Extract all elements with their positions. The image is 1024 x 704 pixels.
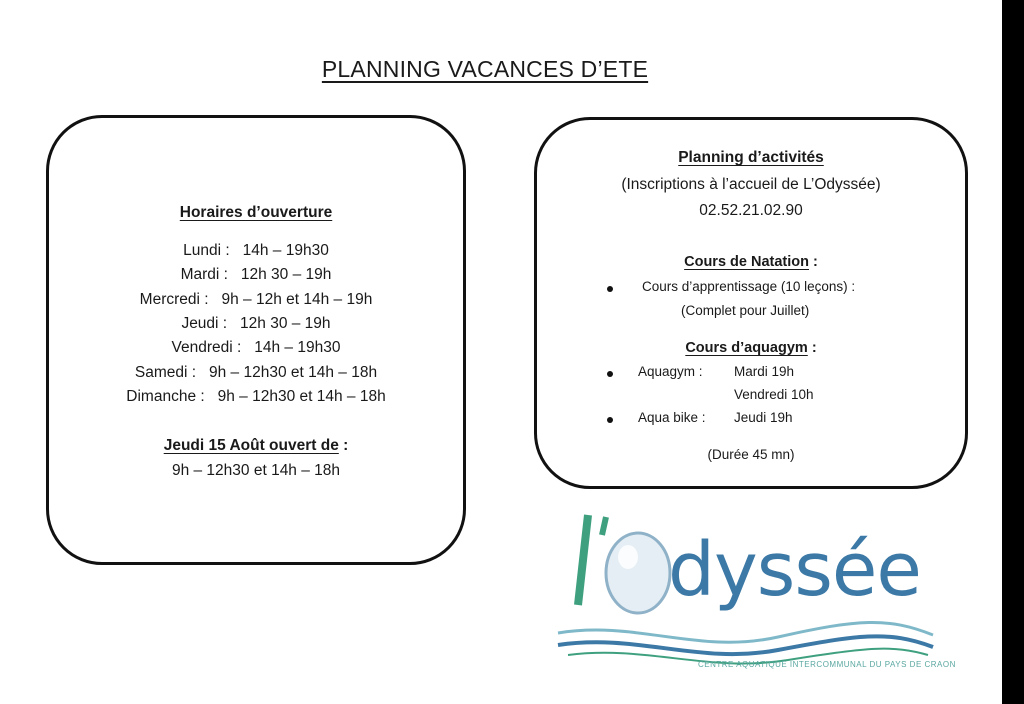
bullet-icon xyxy=(607,417,613,423)
inscription-note: (Inscriptions à l’accueil de L’Odyssée) xyxy=(621,176,881,193)
hours-row-jeudi: Jeudi : 12h 30 – 19h xyxy=(181,315,331,332)
aquagym-time: Vendredi 10h xyxy=(734,387,814,402)
opening-hours-panel xyxy=(46,115,466,565)
phone-number: 02.52.21.02.90 xyxy=(699,202,803,219)
natation-item: Cours d’apprentissage (10 leçons) : xyxy=(642,279,856,294)
aquagym-item-name: Aquagym : xyxy=(638,364,703,379)
aquabike-item-name: Aqua bike : xyxy=(638,410,706,425)
natation-note: (Complet pour Juillet) xyxy=(681,303,810,318)
hours-row-dimanche: Dimanche : 9h – 12h30 et 14h – 18h xyxy=(126,388,386,405)
page-title: PLANNING VACANCES D’ETE xyxy=(321,56,649,82)
special-day-heading: Jeudi 15 Août ouvert de : xyxy=(163,437,349,454)
bullet-icon xyxy=(607,286,613,292)
logo-wordmark: dyssée xyxy=(668,527,921,613)
duration-note: (Durée 45 mn) xyxy=(707,447,795,462)
activities-panel xyxy=(534,117,968,489)
opening-hours-heading: Horaires d’ouverture xyxy=(179,204,333,221)
activities-heading: Planning d’activités xyxy=(678,149,824,166)
aquagym-heading: Cours d’aquagym : xyxy=(685,340,817,356)
hours-row-vendredi: Vendredi : 14h – 19h30 xyxy=(171,339,341,356)
hours-row-mercredi: Mercredi : 9h – 12h et 14h – 19h xyxy=(139,291,373,308)
hours-row-samedi: Samedi : 9h – 12h30 et 14h – 18h xyxy=(134,364,378,381)
odyssee-logo xyxy=(548,505,956,680)
logo-subtitle: CENTRE AQUATIQUE INTERCOMMUNAL DU PAYS DE CRAON xyxy=(698,660,956,669)
bullet-icon xyxy=(607,371,613,377)
aquagym-time: Mardi 19h xyxy=(734,364,795,379)
hours-row-mardi: Mardi : 12h 30 – 19h xyxy=(180,266,332,283)
right-edge-strip xyxy=(1002,0,1024,704)
special-day-hours: 9h – 12h30 et 14h – 18h xyxy=(171,462,341,479)
natation-heading: Cours de Natation : xyxy=(684,254,818,270)
hours-row-lundi: Lundi : 14h – 19h30 xyxy=(183,242,329,259)
aquabike-time: Jeudi 19h xyxy=(734,410,793,425)
